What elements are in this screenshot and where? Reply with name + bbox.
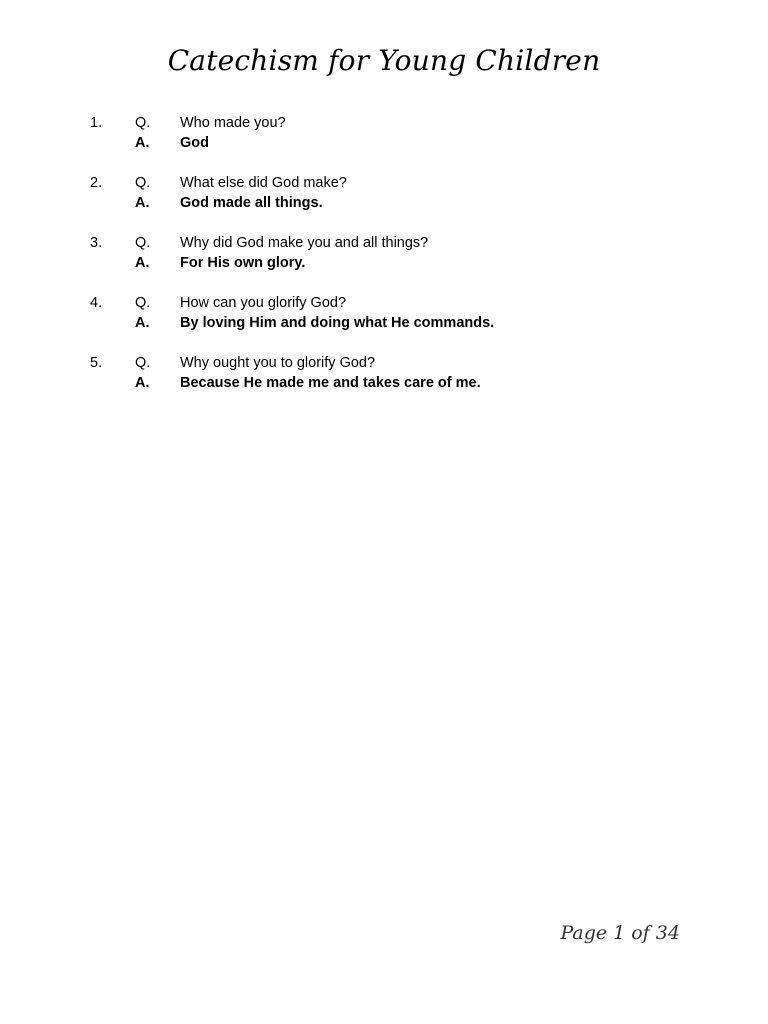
qa-item <box>0 233 768 293</box>
qa-list <box>0 113 768 413</box>
qa-item <box>0 293 768 353</box>
answer-label: A. <box>135 195 150 211</box>
qa-item <box>0 113 768 173</box>
item-number: 3. <box>90 235 103 251</box>
question-row <box>0 113 768 133</box>
question-label: Q. <box>135 295 151 311</box>
question-text: What else did God make? <box>180 175 347 191</box>
qa-item <box>0 173 768 233</box>
answer-row <box>0 193 768 213</box>
answer-text: God <box>180 135 209 151</box>
question-label: Q. <box>135 115 151 131</box>
question-label: Q. <box>135 235 151 251</box>
item-number: 5. <box>90 355 103 371</box>
answer-label: A. <box>135 315 150 331</box>
question-text: How can you glorify God? <box>180 295 347 311</box>
answer-row <box>0 313 768 333</box>
answer-label: A. <box>135 375 150 391</box>
question-label: Q. <box>135 175 151 191</box>
question-label: Q. <box>135 355 151 371</box>
question-row <box>0 173 768 193</box>
answer-text: By loving Him and doing what He commands. <box>180 315 495 331</box>
page-number-footer: Page 1 of 34 <box>560 922 680 944</box>
answer-row <box>0 133 768 153</box>
item-number: 1. <box>90 115 103 131</box>
answer-label: A. <box>135 135 150 151</box>
answer-label: A. <box>135 255 150 271</box>
item-number: 2. <box>90 175 103 191</box>
answer-row <box>0 373 768 393</box>
answer-row <box>0 253 768 273</box>
answer-text: Because He made me and takes care of me. <box>180 375 481 391</box>
item-number: 4. <box>90 295 103 311</box>
question-row <box>0 353 768 373</box>
question-text: Who made you? <box>180 115 286 131</box>
question-text: Why did God make you and all things? <box>180 235 429 251</box>
answer-text: God made all things. <box>180 195 323 211</box>
question-row <box>0 233 768 253</box>
qa-item <box>0 353 768 413</box>
document-title: Catechism for Young Children <box>167 44 601 77</box>
answer-text: For His own glory. <box>180 255 306 271</box>
question-text: Why ought you to glorify God? <box>180 355 376 371</box>
question-row <box>0 293 768 313</box>
